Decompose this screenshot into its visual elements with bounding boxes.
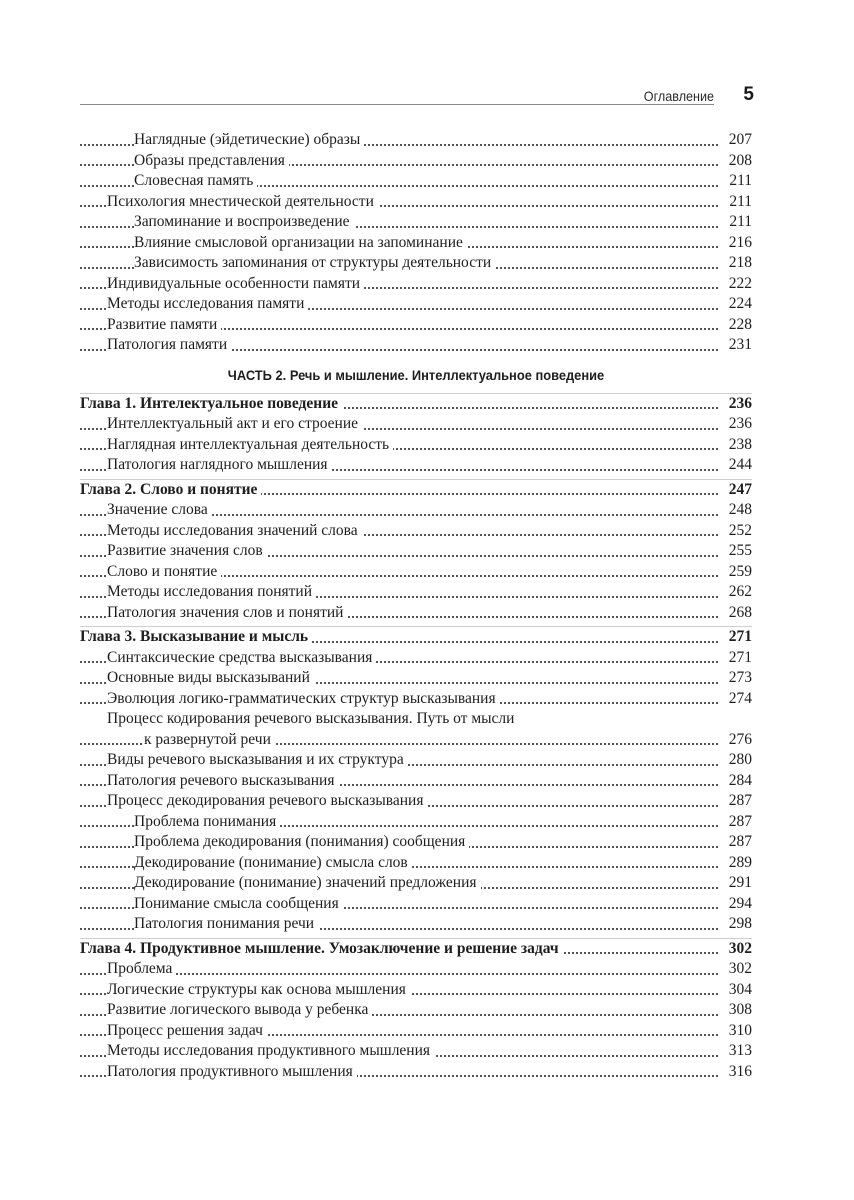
toc-page: 276	[727, 730, 752, 751]
toc-page: 289	[727, 853, 752, 874]
toc-page: 228	[727, 315, 752, 336]
toc-page: 259	[727, 562, 752, 583]
toc-entry[interactable]: Влияние смысловой организации на запоминание 216	[80, 233, 752, 254]
toc-entry[interactable]: Развитие значения слов 255	[80, 541, 752, 562]
chapter-entry[interactable]: Глава 1. Интелектуальное поведение 236	[80, 394, 752, 415]
toc-entry[interactable]: Зависимость запоминания от структуры деятельности 218	[80, 253, 752, 274]
toc-page: 313	[727, 1041, 752, 1062]
toc-page: 218	[727, 253, 752, 274]
toc-page: 224	[727, 294, 752, 315]
toc-entry[interactable]: Патология памяти 231	[80, 335, 752, 356]
toc-entry[interactable]: Методы исследования памяти 224	[80, 294, 752, 315]
toc-page: 247	[727, 480, 752, 501]
toc-entry[interactable]: Развитие логического вывода у ребенка 308	[80, 1000, 752, 1021]
toc-page: 273	[727, 668, 752, 689]
toc-page: 216	[727, 233, 752, 254]
toc-entry[interactable]: Интеллектуальный акт и его строение 236	[80, 414, 752, 435]
toc-page: 262	[727, 582, 752, 603]
toc-entry[interactable]: Развитие памяти 228	[80, 315, 752, 336]
toc-entry[interactable]: Процесс декодирования речевого высказывания 287	[80, 791, 752, 812]
toc-entry[interactable]: Проблема 302	[80, 959, 752, 980]
toc-page: 211	[727, 171, 752, 192]
toc-entry[interactable]: Патология наглядного мышления 244	[80, 455, 752, 476]
toc-page: 252	[727, 521, 752, 542]
toc-entry[interactable]: Методы исследования продуктивного мышления 313	[80, 1041, 752, 1062]
toc-entry[interactable]: Методы исследования значений слова 252	[80, 521, 752, 542]
toc-entry[interactable]: Проблема декодирования (понимания) сообщения 287	[80, 832, 752, 853]
toc-entry[interactable]: Словесная память 211	[80, 171, 752, 192]
toc-entry[interactable]: Патология понимания речи 298	[80, 914, 752, 935]
toc-entry[interactable]: Декодирование (понимание) значений предложения 291	[80, 873, 752, 894]
toc-page: 231	[727, 335, 752, 356]
toc-page: 238	[727, 435, 752, 456]
toc-entry[interactable]: Значение слова 248	[80, 500, 752, 521]
header-rule	[80, 104, 714, 105]
running-header-title: Оглавление	[643, 88, 714, 104]
toc-page: 291	[727, 873, 752, 894]
toc-page: 271	[727, 648, 752, 669]
toc-page: 271	[727, 627, 752, 648]
toc-entry[interactable]: Эволюция логико-грамматических структур высказывания 274	[80, 689, 752, 710]
toc-entry[interactable]: Процесс решения задач 310	[80, 1021, 752, 1042]
toc-page: 287	[727, 791, 752, 812]
chapter-entry[interactable]: Глава 3. Высказывание и мысль 271	[80, 627, 752, 648]
toc-page: 287	[727, 812, 752, 833]
toc-page: 298	[727, 914, 752, 935]
toc-page: 287	[727, 832, 752, 853]
toc-page: 268	[727, 603, 752, 624]
toc-entry-first-line[interactable]: Процесс кодирования речевого высказывания. Путь от мысли	[107, 710, 515, 727]
toc-page: 248	[727, 500, 752, 521]
toc-entry[interactable]: Патология речевого высказывания 284	[80, 771, 752, 792]
toc-page: 284	[727, 771, 752, 792]
toc-page: 308	[727, 1000, 752, 1021]
toc-page: 255	[727, 541, 752, 562]
part-heading[interactable]: ЧАСТЬ 2. Речь и мышление. Интеллектуальное поведение	[227, 366, 605, 383]
toc-entry[interactable]: Слово и понятие 259	[80, 562, 752, 583]
toc-entry[interactable]: Методы исследования понятий 262	[80, 582, 752, 603]
table-of-contents	[80, 130, 752, 1082]
toc-page: 302	[727, 939, 752, 960]
toc-page: 280	[727, 750, 752, 771]
chapter-entry[interactable]: Глава 2. Слово и понятие 247	[80, 480, 752, 501]
toc-entry[interactable]: Патология значения слов и понятий 268	[80, 603, 752, 624]
toc-page: 222	[727, 274, 752, 295]
toc-entry[interactable]: Психология мнестической деятельности 211	[80, 192, 752, 213]
chapter-entry[interactable]: Глава 4. Продуктивное мышление. Умозаключение и решение задач 302	[80, 939, 752, 960]
toc-entry[interactable]: Декодирование (понимание) смысла слов 289	[80, 853, 752, 874]
toc-entry[interactable]: Логические структуры как основа мышления 304	[80, 980, 752, 1001]
toc-page: 244	[727, 455, 752, 476]
toc-page: 211	[727, 192, 752, 213]
toc-page: 236	[727, 414, 752, 435]
toc-page: 211	[727, 212, 752, 233]
toc-page: 310	[727, 1021, 752, 1042]
toc-page: 316	[727, 1062, 752, 1083]
toc-entry[interactable]: Патология продуктивного мышления 316	[80, 1062, 752, 1083]
toc-entry-continuation[interactable]: к развернутой речи 276	[80, 730, 752, 751]
page-number: 5	[743, 84, 754, 105]
toc-page: 207	[727, 130, 752, 151]
toc-page: 302	[727, 959, 752, 980]
toc-page: 236	[727, 394, 752, 415]
running-header	[80, 86, 754, 106]
toc-entry[interactable]: Проблема понимания 287	[80, 812, 752, 833]
toc-entry[interactable]: Виды речевого высказывания и их структура 280	[80, 750, 752, 771]
toc-page: 304	[727, 980, 752, 1001]
toc-page: 208	[727, 151, 752, 172]
toc-entry[interactable]: Понимание смысла сообщения 294	[80, 894, 752, 915]
toc-entry[interactable]: Синтаксические средства высказывания 271	[80, 648, 752, 669]
toc-page: 294	[727, 894, 752, 915]
toc-entry[interactable]: Индивидуальные особенности памяти 222	[80, 274, 752, 295]
toc-page: 274	[727, 689, 752, 710]
toc-entry[interactable]: Основные виды высказываний 273	[80, 668, 752, 689]
toc-entry[interactable]: Наглядные (эйдетические) образы 207	[80, 130, 752, 151]
toc-entry[interactable]: Наглядная интеллектуальная деятельность 238	[80, 435, 752, 456]
toc-entry[interactable]: Образы представления 208	[80, 151, 752, 172]
toc-entry[interactable]: Запоминание и воспроизведение 211	[80, 212, 752, 233]
